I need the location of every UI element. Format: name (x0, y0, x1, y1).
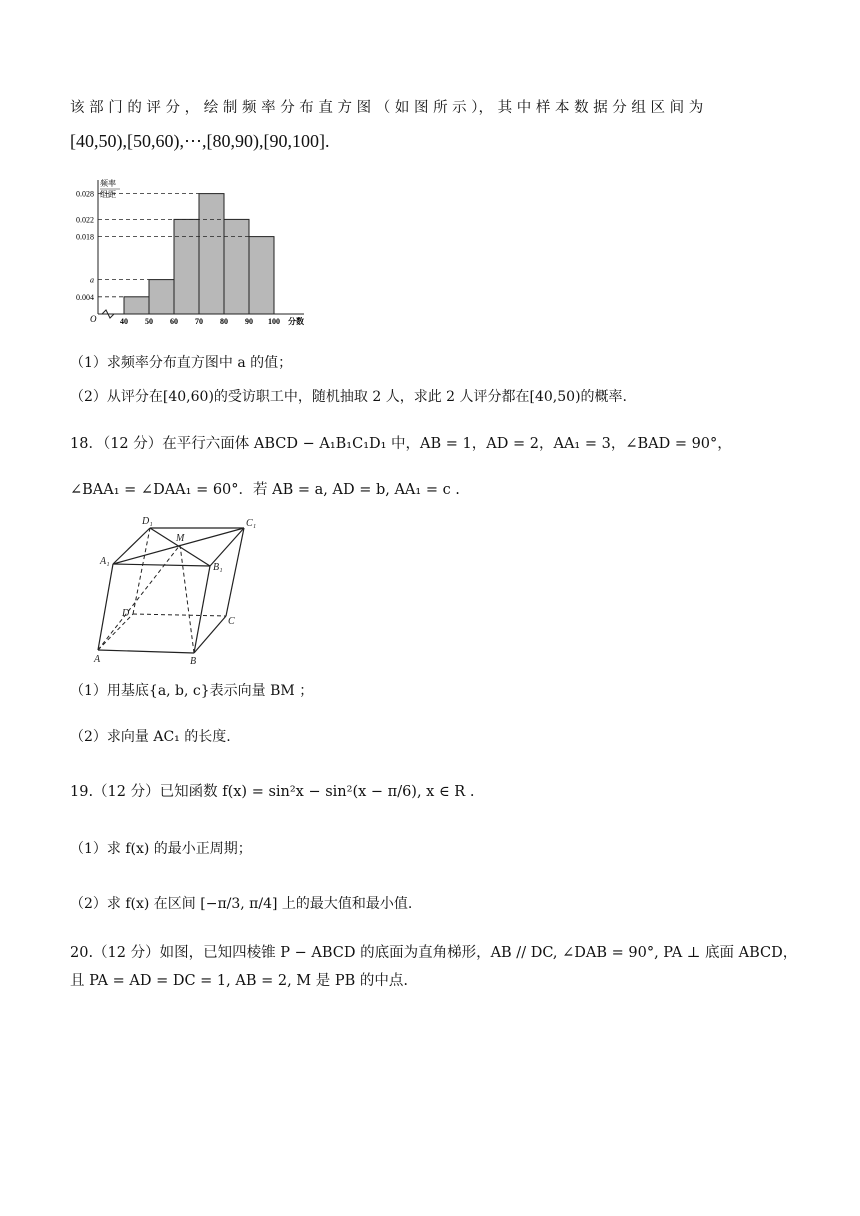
label-C: C (228, 616, 235, 627)
edge-A-A1 (98, 564, 113, 650)
ylabel-bottom: 组距 (100, 190, 116, 199)
edge-C1-B1 (210, 528, 244, 566)
frequency-histogram (64, 176, 324, 336)
label-D: D (122, 608, 130, 619)
edge-D-D1 (133, 528, 150, 614)
label-A1: A₁ (100, 556, 110, 567)
edge-B1-A1 (113, 564, 210, 566)
p18-title: 18．（12 分）在平行六面体 ABCD − A₁B₁C₁D₁ 中，AB = 1，AD = 2，AA₁ = 3，∠BAD = 90°， (70, 436, 732, 452)
y-tick-label: 0.022 (76, 215, 94, 225)
x-tick-label: 80 (220, 317, 228, 326)
label-A: A (94, 654, 101, 664)
y-tick-label: 0.028 (76, 189, 94, 199)
x-tick-label: 50 (145, 317, 153, 326)
x-tick-label: 60 (170, 317, 178, 326)
histogram-bar (149, 280, 174, 314)
p18-question-1: （1）用基底{a, b, c}表示向量 BM ； (70, 683, 314, 699)
p20-line2: 且 PA = AD = DC = 1, AB = 2, M 是 PB 的中点. (70, 973, 409, 989)
p18-line2: ∠BAA₁ = ∠DAA₁ = 60°．若 AB = a, AD = b, AA₁ = c . (70, 482, 460, 498)
y-tick-label: a (90, 275, 94, 285)
label-B: B (190, 656, 197, 664)
p17-intervals-line: [40,50),[50,60),⋯,[80,90),[90,100]. (70, 131, 330, 151)
p17-question-2: （2）从评分在[40,60)的受访职工中，随机抽取 2 人，求此 2 人评分都在[40,50)的概率. (70, 389, 627, 405)
histogram-bar (174, 219, 199, 314)
x-tick-label: 100 (268, 317, 280, 326)
edge-C-C1 (226, 528, 244, 616)
p17-intro-line: 该 部 门 的 评 分 ， 绘 制 频 率 分 布 直 方 图 （ 如 图 所 示 ）， 其 中 样 本 数 据 分 组 区 间 为 (70, 100, 704, 116)
edge-B-C (194, 616, 226, 653)
histogram-bar (249, 237, 274, 314)
x-tick-label: 70 (195, 317, 203, 326)
p19-title: 19.（12 分）已知函数 f(x) = sin²x − sin²(x − π/6), x ∈ R . (70, 784, 475, 800)
label-C1: C₁ (246, 518, 257, 529)
histogram-bar (124, 297, 149, 314)
histogram-bar (224, 219, 249, 314)
p18-question-2: （2）求向量 AC₁ 的长度. (70, 729, 231, 745)
histogram-bar (199, 194, 224, 314)
edge-D-C (133, 614, 226, 616)
y-tick-label: 0.018 (76, 232, 94, 242)
x-tick-label: 90 (245, 317, 253, 326)
segment-B-M (180, 545, 194, 653)
p17-question-1: （1）求频率分布直方图中 a 的值； (70, 355, 293, 371)
parallelepiped-figure (70, 514, 270, 664)
p19-question-2: （2）求 f(x) 在区间 [−π/3, π/4] 上的最大值和最小值. (70, 896, 413, 912)
label-D1: D₁ (142, 516, 153, 527)
ylabel-top: 频率 (100, 179, 116, 188)
x-tick-label: 40 (120, 317, 128, 326)
origin-label: O (90, 314, 97, 324)
edge-A-B (98, 650, 194, 653)
p19-question-1: （1）求 f(x) 的最小正周期； (70, 841, 252, 857)
y-tick-label: 0.004 (76, 292, 94, 302)
xlabel: 分数 (288, 317, 304, 326)
label-B1: B₁ (213, 562, 223, 573)
p20-line1: 20.（12 分）如图，已知四棱锥 P − ABCD 的底面为直角梯形，AB // DC, ∠DAB = 90°, PA ⊥ 底面 ABCD， (70, 945, 798, 961)
edge-B-B1 (194, 566, 210, 653)
segment-A-M (98, 545, 180, 650)
label-M: M (176, 533, 185, 544)
